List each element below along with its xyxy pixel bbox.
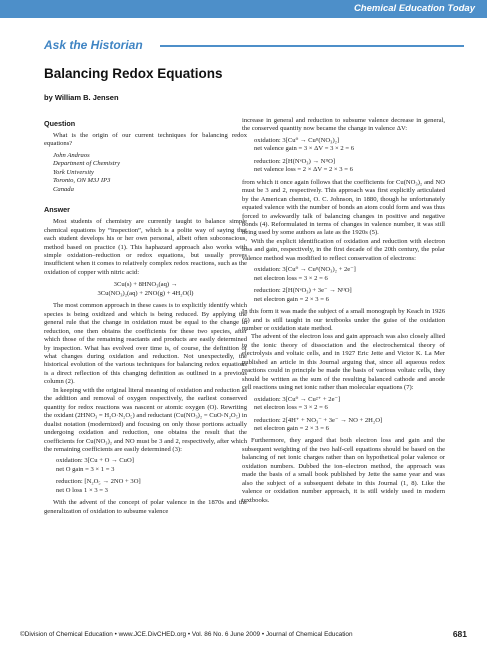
asker-address (44, 152, 247, 194)
equation-line: reduction: [N₂O₅ → 2NO + 3O] (56, 478, 141, 486)
equation-line: 3Cu(NO₃)₂(aq) + 2NO(g) + 4H₂O(l) (97, 289, 194, 297)
article-title: Balancing Redox Equations (44, 66, 223, 81)
page-number: 681 (452, 629, 467, 639)
body-paragraph: from which it once again follows that the coefficients for Cu(NO₃)₂ and NO must be 3 and 2, respectively. This approach was first explicitly articulated by the American chemist, O. C. Johnson, in 1880, though he unfortunately equated valence with the number of bonds an atom could form and was thus forced to awkwardly talk of balancing changes in positive and negative bonds (4). Reformulated in terms of changes in valence number, it was still being used by some authors as late as the 1920s (5). (242, 178, 445, 237)
equation-line: net electron gain = 2 × 3 = 6 (254, 424, 329, 432)
equation-line: net electron gain = 2 × 3 = 6 (254, 295, 329, 303)
body-paragraph: With the explicit identification of oxidation and reduction with electron loss and gain, respectively, in the first decade of the 20th century, the polar valence method was modified to reflect conservation of electrons: (242, 237, 445, 262)
question-text: What is the origin of our current techniques for balancing redox equations? (44, 132, 247, 148)
answer-heading: Answer (44, 205, 70, 215)
body-paragraph: The most common approach in these cases is to explicitly identify which species is being oxidized and which is being reduced. By applying the general rule that the change in oxidation must be equal to the change in reduction, one then obtains the coefficients for these two species, after which those of the remaining reactants and products are easily determined by inspection. What has evolved over time is, of course, the definition of what changes during oxidation and reduction. Not unexpectedly, the historical evolution of the various techniques for balancing redox equations is a direct reflection of this changing definition as outlined in a previous column (2). (44, 302, 247, 386)
answer-paragraph: Most students of chemistry are currently taught to balance simple chemical equations by “inspection”, which is a polite way of saying that each student develops his or her own personal, albeit often subconscious, method based on practice (1). This haphazard approach also works with simple oxidation–reduction or redox equations, but usually proves insufficient when it comes to relatively complex redox reactions, such as the oxidation of copper with nitric acid: (44, 218, 247, 276)
asker-name: John Andraos (53, 151, 90, 159)
article-author: by William B. Jensen (44, 93, 119, 102)
equation-line: net O gain = 3 × 1 = 3 (56, 465, 115, 473)
body-paragraph: With the advent of the concept of polar valence in the 1870s and the generalization of oxidation to subsume valence (44, 499, 247, 515)
equation-line: oxidation: 3[Cu⁰ → Cu²⁺ + 2e⁻] (254, 395, 341, 403)
equation-oxidation-ion (242, 396, 445, 413)
equation-line: net valence gain = 3 × ΔV = 3 × 2 = 6 (254, 145, 354, 153)
question-heading: Question (44, 119, 76, 128)
equation-line: oxidation: 3[Cu⁰ → Cuᴵᴵ(NO₃)₂] (254, 136, 340, 144)
equation-line: net O loss 1 × 3 = 3 (56, 486, 108, 494)
equation-copper-nitric (44, 281, 247, 298)
equation-line: reduction: 2[4H⁺ + NO₃⁻ + 3e⁻ → NO + 2H₂O] (254, 416, 383, 424)
left-column (44, 117, 247, 516)
body-paragraph: increase in general and reduction to subsume valence decrease in general, the conserved quantity now became the change in valence ΔV: (242, 117, 445, 133)
section-title: Ask the Historian (44, 38, 143, 52)
equation-oxidation-electron (242, 266, 445, 283)
page-footer (20, 629, 467, 641)
body-paragraph: In keeping with the original literal meaning of oxidation and reduction as the addition and removal of oxygen respectively, the earliest conserved quantity for redox reactions was nascent or atomic oxygen (O). Rewriting the oxidant (2HNO₃ = H₂O·N₂O₅) and reductant (Cu(NO₃)₂ = CuO·N₂O₅) in dualist notation (modernized) and focusing on only those portions actually undergoing oxidation and reduction, one obtains the result that the coefficients for Cu(NO₃)₂ and NO must be 3 and 2, respectively, after which the remaining coefficients are easily determined (3): (44, 386, 247, 453)
body-paragraph: The advent of the electron loss and gain approach was also closely allied to the ionic theory of dissociation and the electrochemical theory of electrolysis and voltaic cells, and in 1927 Eric Jette and Victor K. La Mer published an article in this Journal arguing that, since all aqueous redox reactions could in principle be made the basis of various voltaic cells, they should be written as the sum of the resulting balanced cathode and anode cell reactions using net ionic rather than molecular equations (7): (242, 333, 445, 392)
section-heading (44, 38, 464, 52)
equation-line: net electron loss = 3 × 2 = 6 (254, 274, 328, 282)
equation-line: reduction: 2[H(NᵛO₃) → NᴵᴵO] (254, 157, 336, 165)
equation-reduction-valence (242, 158, 445, 175)
body-paragraph: In this form it was made the subject of a small monograph by Keach in 1926 (6) and is still taught in our textbooks under the guise of the oxidation number or oxidation state method. (242, 308, 445, 332)
equation-reduction-ion (242, 417, 445, 434)
equation-line: net electron loss = 3 × 2 = 6 (254, 404, 328, 412)
asker-university: York University (53, 168, 94, 176)
body-paragraph: Furthermore, they argued that both electron loss and gain and the subsequent weighting of the two half-cell equations should be based on the balancing of net ionic charges rather than on hypothetical polar valence or oxidation numbers. Dubbed the ion–electron method, the approach was made the basis of a small book published by Jette the same year and was also the subject of a subsequent debate in this Journal (1, 8). Like the valence or oxidation number approach, it is still widely used in modern textbooks. (242, 437, 445, 504)
right-column (242, 117, 445, 505)
equation-line: reduction: 2[H(NᵛO₃) + 3e⁻ → NᴵᴵO] (254, 287, 352, 295)
equation-line: oxidation: 3[Cu + O → CuO] (56, 457, 134, 465)
equation-reduction-oxygen (44, 478, 247, 495)
section-rule (160, 45, 464, 47)
equation-oxidation-valence (242, 137, 445, 154)
equation-reduction-electron (242, 287, 445, 304)
equation-line: net valence loss = 2 × ΔV = 2 × 3 = 6 (254, 166, 353, 174)
header-bar (0, 0, 487, 18)
equation-line: 3Cu(s) + 8HNO₃(aq) → (113, 281, 178, 289)
asker-department: Department of Chemistry (53, 160, 121, 168)
equation-oxidation-oxygen (44, 457, 247, 474)
equation-line: oxidation: 3[Cu⁰ → Cuᴵᴵ(NO₃)₂ + 2e⁻] (254, 266, 356, 274)
asker-country: Canada (53, 185, 74, 193)
journal-section-label: Chemical Education Today (353, 3, 475, 14)
asker-city: Toronto, ON M3J IP3 (53, 177, 111, 185)
footer-text: ©Division of Chemical Education • www.JCE.DivCHED.org • Vol. 86 No. 6 June 2009 • Journal of Chemical Education (20, 631, 353, 638)
